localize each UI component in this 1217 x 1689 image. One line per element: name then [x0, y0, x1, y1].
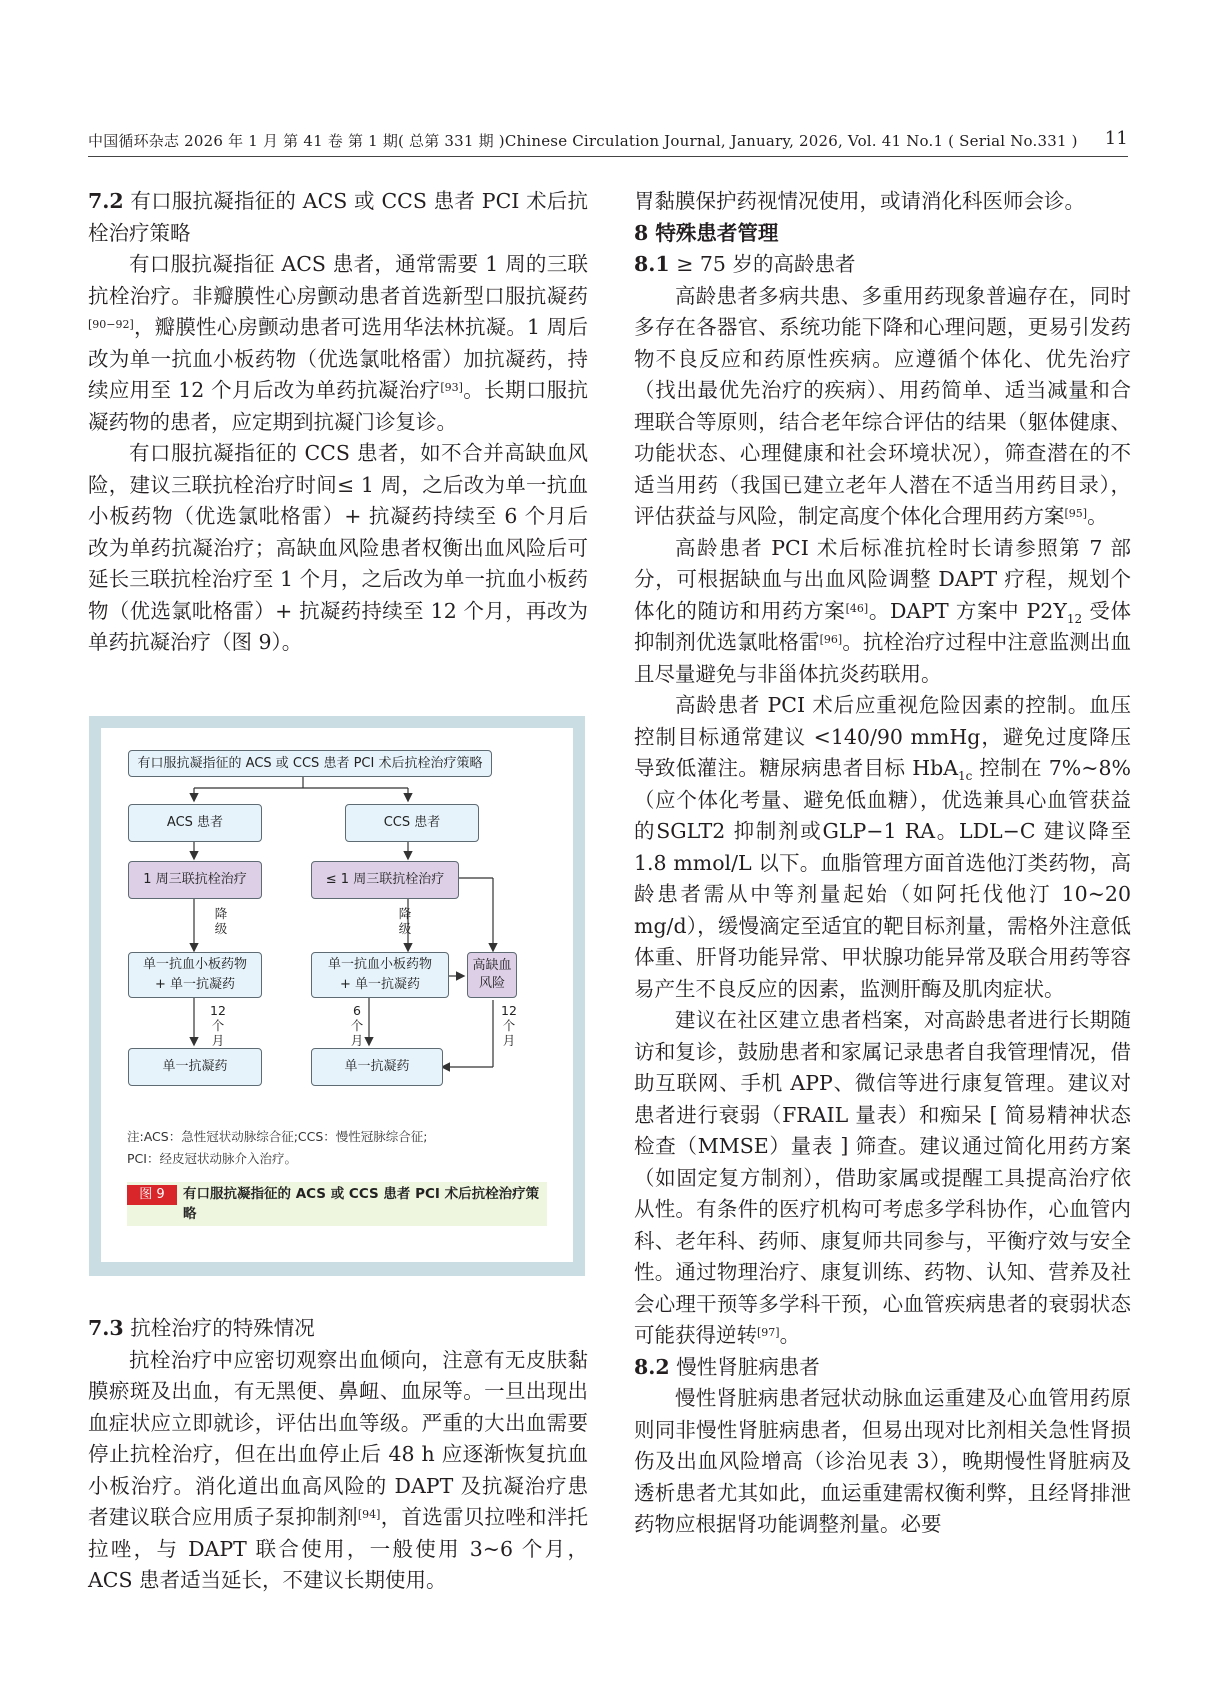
flow-label-duration: 12个月: [210, 1003, 226, 1048]
citation[interactable]: [93]: [440, 381, 463, 394]
citation[interactable]: [96]: [819, 633, 843, 646]
paragraph: 慢性肾脏病患者冠状动脉血运重建及心血管用药原则同非慢性肾脏病患者，但易出现对比剂相关急性肾损伤及出血风险增高（诊治见表 3），晚期慢性肾脏病及透析患者尤其如此，血运重建需权衡利弊，且经肾排泄药物应根据肾功能调整剂量。必要: [634, 1386, 1131, 1536]
figure-9: [89, 716, 585, 1276]
flow-label-step-down: 降级: [398, 906, 412, 936]
paragraph: 抗栓治疗中应密切观察出血倾向，注意有无皮肤黏膜瘀斑及出血，有无黑便、鼻衄、血尿等。一旦出现出血症状应立即就诊，评估出血等级。严重的大出血需要停止抗栓治疗，但在出血停止后 48 h 应逐渐恢复抗血小板治疗。消化道出血高风险的 DAPT 及抗凝治疗患者建议联合应用质子泵抑制剂[94]，首选雷贝拉唑和泮托拉唑，与 DAPT 联合使用，一般使用 3~6 个月，ACS 患者适当延长，不建议长期使用。: [88, 1347, 589, 1592]
section-heading-8: 8 特殊患者管理: [634, 220, 779, 245]
page-number: 11: [1104, 128, 1128, 149]
flow-node-start: 有口服抗凝指征的 ACS 或 CCS 患者 PCI 术后抗栓治疗策略: [128, 750, 492, 777]
flow-label-step-down: 降级: [214, 906, 228, 936]
paragraph: 高龄患者 PCI 术后应重视危险因素的控制。血压控制目标通常建议 <140/90 mmHg，避免过度降压导致低灌注。糖尿病患者目标 HbA$_{1c}$ 控制在 7%~8%（应个体化考量、避免低血糖），优选兼具心血管获益的SGLT2 抑制剂或GLP−1 RA。LDL−C 建议降至 1.8 mmol/L 以下。血脂管理方面首选他汀类药物，高龄患者需从中等剂量起始（如阿托伐他汀 10~20 mg/d），缓慢滴定至适宜的靶目标剂量，需格外注意低体重、肝肾功能异常、甲状腺功能异常及联合用药等容易产生不良反应的因素，监测肝酶及肌肉症状。: [634, 693, 1131, 1001]
flow-node-ccs: CCS 患者: [345, 804, 479, 842]
flow-node-acs: ACS 患者: [128, 804, 262, 842]
running-header: [88, 130, 1128, 151]
figure-caption-text: 有口服抗凝指征的 ACS 或 CCS 患者 PCI 术后抗栓治疗策略: [183, 1186, 540, 1222]
figure-caption: [127, 1182, 547, 1226]
citation[interactable]: [90−92]: [88, 318, 134, 331]
section-heading-7-3: 7.3 抗栓治疗的特殊情况: [88, 1316, 315, 1340]
flow-node-acs-mono: 单一抗凝药: [128, 1048, 262, 1086]
paragraph: 有口服抗凝指征的 CCS 患者，如不合并高缺血风险，建议三联抗栓治疗时间≤ 1 周，之后改为单一抗血小板药物（优选氯吡格雷）+ 抗凝药持续至 6 个月后改为单药抗凝治疗；高缺血风险患者权衡出血风险后可延长三联抗栓治疗至 1 个月，之后改为单一抗血小板药物（优选氯吡格雷）+ 抗凝药持续至 12 个月，再改为单药抗凝治疗（图 9）。: [88, 441, 588, 654]
paragraph: 建议在社区建立患者档案，对高龄患者进行长期随访和复诊，鼓励患者和家属记录患者自我管理情况，借助互联网、手机 APP、微信等进行康复管理。建议对患者进行衰弱（FRAIL 量表）和痴呆 [ 简易精神状态检查（MMSE）量表 ] 筛查。建议通过简化用药方案（如固定复方制剂），借助家属或提醒工具提高治疗依从性。有条件的医疗机构可考虑多学科协作，心血管内科、老年科、药师、康复师共同参与，平衡疗效与安全性。通过物理治疗、康复训练、药物、认知、营养及社会心理干预等多学科干预，心血管疾病患者的衰弱状态可能获得逆转[97]。: [634, 1008, 1131, 1347]
left-column-bottom: [88, 1313, 588, 1597]
citation[interactable]: [46]: [845, 601, 869, 615]
citation[interactable]: [94]: [357, 1508, 381, 1521]
paragraph: 高龄患者多病共患、多重用药现象普遍存在，同时多存在各器官、系统功能下降和心理问题，更易引发药物不良反应和药原性疾病。应遵循个体化、优先治疗（找出最优先治疗的疾病）、用药简单、适当减量和合理联合等原则，结合老年综合评估的结果（躯体健康、功能状态、心理健康和社会环境状况），筛查潜在的不适当用药（我国已建立老年人潜在不适当用药目录），评估获益与风险，制定高度个体化合理用药方案[95]。: [634, 283, 1131, 528]
citation[interactable]: [97]: [757, 1326, 780, 1339]
left-column-top: [88, 186, 588, 659]
section-heading-8-1: 8.1 ≥ 75 岁的高龄患者: [634, 252, 856, 276]
paragraph-continued: 胃黏膜保护药视情况使用，或请消化科医师会诊。: [634, 189, 1085, 213]
running-title: 中国循环杂志 2026 年 1 月 第 41 卷 第 1 期( 总第 331 期 )Chinese Circulation Journal, January, 2026, Vol. 41 No.1 ( Serial No.331 ): [88, 132, 1078, 150]
flow-node-ccs-dual: 单一抗血小板药物 + 单一抗凝药: [311, 952, 449, 998]
figure-caption-tag: 图 9: [127, 1185, 177, 1205]
header-rule: [88, 156, 1128, 157]
figure-9-panel: [101, 728, 573, 1262]
flow-node-ccs-mono: 单一抗凝药: [311, 1048, 443, 1086]
section-heading-7-2: 7.2 有口服抗凝指征的 ACS 或 CCS 患者 PCI 术后抗栓治疗策略: [88, 189, 588, 245]
citation[interactable]: [95]: [1064, 507, 1088, 520]
flow-node-high-risk: 高缺血风险: [467, 952, 517, 998]
flow-label-duration: 6个月: [350, 1003, 364, 1048]
section-heading-8-2: 8.2 慢性肾脏病患者: [634, 1354, 820, 1379]
right-column: [634, 186, 1131, 1541]
flow-node-acs-triple: 1 周三联抗栓治疗: [128, 861, 262, 899]
flow-label-duration: 12个月: [501, 1003, 517, 1048]
flow-node-acs-dual: 单一抗血小板药物 + 单一抗凝药: [128, 952, 262, 998]
figure-note: 注:ACS：急性冠状动脉综合征;CCS：慢性冠脉综合征; PCI：经皮冠状动脉介入治疗。: [127, 1129, 428, 1166]
paragraph: 有口服抗凝指征 ACS 患者，通常需要 1 周的三联抗栓治疗。非瓣膜性心房颤动患者首选新型口服抗凝药[90−92]，瓣膜性心房颤动患者可选用华法林抗凝。1 周后改为单一抗血小板药物（优选氯吡格雷）加抗凝药，持续应用至 12 个月后改为单药抗凝治疗[93]。长期口服抗凝药物的患者，应定期到抗凝门诊复诊。: [88, 252, 588, 434]
paragraph: 高龄患者 PCI 术后标准抗栓时长请参照第 7 部分，可根据缺血与出血风险调整 DAPT 疗程，规划个体化的随访和用药方案[46]。DAPT 方案中 $P2Y_{12}$ 受体抑制剂优选氯吡格雷[96]。抗栓治疗过程中注意监测出血且尽量避免与非甾体抗炎药联用。: [634, 535, 1132, 686]
flow-node-ccs-triple: ≤ 1 周三联抗栓治疗: [311, 861, 459, 899]
